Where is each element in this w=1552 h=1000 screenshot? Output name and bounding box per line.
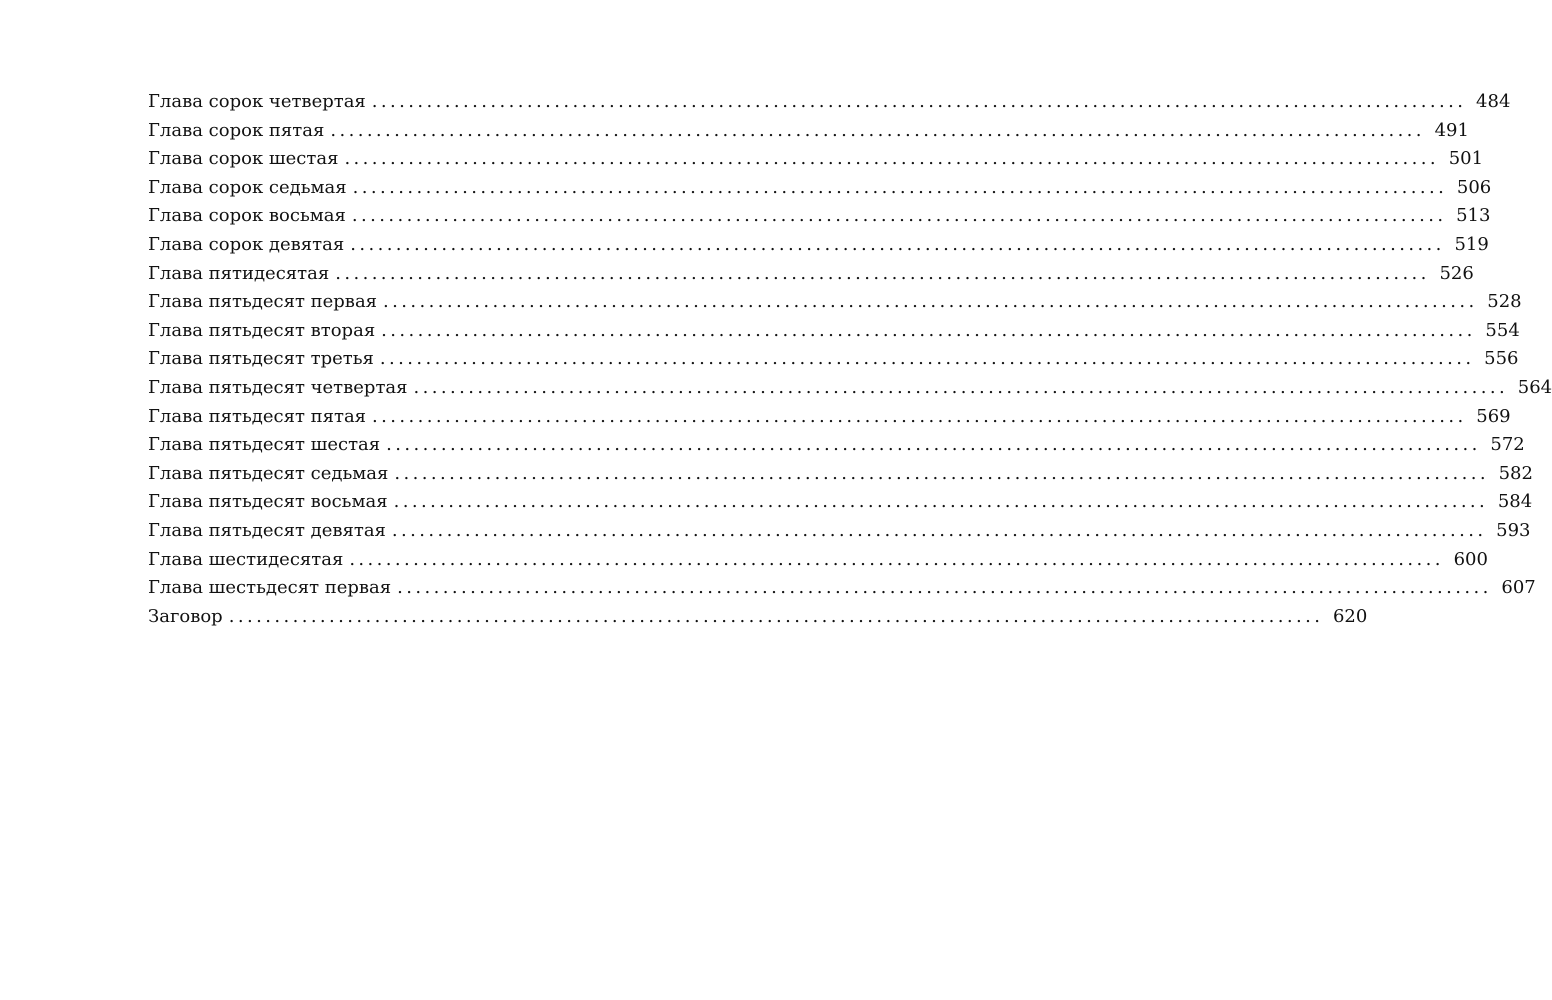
toc-entry[interactable]: [148, 403, 1511, 432]
toc-entry-page: 582: [1498, 462, 1533, 484]
toc-leader-dots: ........................................................................................................................: [394, 462, 1489, 484]
toc-entry-title: Глава пятьдесят третья: [148, 348, 374, 370]
toc-entry[interactable]: [148, 460, 1533, 489]
toc-leader-dots: ........................................................................................................................: [413, 376, 1509, 398]
toc-entry[interactable]: [148, 488, 1533, 517]
toc-entry-page: 607: [1501, 577, 1536, 599]
toc-entry[interactable]: [148, 574, 1536, 603]
toc-leader-dots: ........................................................................................................................: [386, 434, 1481, 456]
toc-entry[interactable]: [148, 317, 1520, 346]
toc-leader-dots: ........................................................................................................................: [381, 319, 1476, 341]
toc-entry-title: Глава сорок восьмая: [148, 205, 346, 227]
toc-leader-dots: ........................................................................................................................: [391, 519, 1487, 541]
table-of-contents: [148, 88, 1552, 631]
toc-entry-page: 564: [1517, 376, 1552, 398]
toc-entry[interactable]: [148, 288, 1522, 317]
toc-entry-title: Глава пятьдесят первая: [148, 291, 378, 313]
toc-entry[interactable]: [148, 231, 1489, 260]
toc-entry-title: Глава сорок четвертая: [148, 91, 366, 112]
toc-entry-page: 572: [1490, 434, 1525, 456]
toc-entry-page: 528: [1487, 291, 1522, 313]
toc-entry-title: Глава шестидесятая: [148, 548, 344, 570]
toc-entry[interactable]: [148, 260, 1474, 289]
toc-entry-page: 554: [1485, 319, 1520, 341]
toc-entry-page: 569: [1476, 405, 1511, 427]
toc-entry-page: 556: [1484, 348, 1519, 370]
toc-entry[interactable]: [148, 431, 1525, 460]
toc-entry[interactable]: [148, 603, 1368, 632]
toc-leader-dots: ........................................................................................................................: [352, 176, 1448, 198]
toc-leader-dots: ........................................................................................................................: [349, 548, 1444, 570]
toc-entry-title: Глава сорок пятая: [148, 119, 325, 141]
toc-entry-page: 593: [1496, 519, 1531, 541]
toc-entry[interactable]: [148, 174, 1492, 203]
toc-leader-dots: ........................................................................................................................: [371, 91, 1467, 112]
toc-entry-title: Глава пятьдесят девятая: [148, 519, 386, 541]
toc-entry[interactable]: [148, 117, 1469, 146]
toc-entry[interactable]: [148, 374, 1552, 403]
toc-entry-title: Глава шестьдесят первая: [148, 577, 392, 599]
toc-leader-dots: ........................................................................................................................: [344, 148, 1440, 170]
toc-entry[interactable]: [148, 517, 1531, 546]
toc-entry[interactable]: [148, 88, 1511, 117]
toc-leader-dots: ........................................................................................................................: [351, 205, 1447, 227]
toc-entry-page: 484: [1476, 91, 1511, 112]
toc-entry-title: Глава пятьдесят шестая: [148, 434, 381, 456]
toc-entry-title: Глава пятьдесят пятая: [148, 405, 367, 427]
toc-leader-dots: ........................................................................................................................: [330, 119, 1425, 141]
toc-entry-title: Глава сорок седьмая: [148, 176, 347, 198]
toc-entry-title: Глава сорок шестая: [148, 148, 339, 170]
toc-entry-title: Глава пятидесятая: [148, 262, 330, 284]
toc-entry-page: 584: [1497, 491, 1533, 513]
toc-entry-page: 513: [1456, 205, 1491, 227]
toc-entry-page: 506: [1456, 176, 1492, 198]
toc-entry-page: 501: [1448, 148, 1484, 170]
toc-leader-dots: ........................................................................................................................: [397, 577, 1492, 599]
toc-entry-title: Глава пятьдесят восьмая: [148, 491, 388, 513]
toc-entry-title: Глава пятьдесят четвертая: [148, 376, 408, 398]
toc-leader-dots: ........................................................................................................................: [379, 348, 1475, 370]
toc-leader-dots: ........................................................................................................................: [372, 405, 1467, 427]
toc-entry-title: Глава пятьдесят седьмая: [148, 462, 389, 484]
toc-entry-title: Глава пятьдесят вторая: [148, 319, 376, 341]
toc-entry[interactable]: [148, 202, 1491, 231]
toc-entry-title: Заговор: [148, 605, 223, 627]
toc-entry-page: 491: [1434, 119, 1469, 141]
toc-leader-dots: ........................................................................................................................: [383, 291, 1478, 313]
toc-entry-page: 526: [1439, 262, 1474, 284]
toc-entry-page: 600: [1453, 548, 1488, 570]
toc-leader-dots: ........................................................................................................................: [350, 233, 1445, 255]
toc-entry-page: 620: [1332, 605, 1368, 627]
toc-leader-dots: ........................................................................................................................: [393, 491, 1489, 513]
toc-entry[interactable]: [148, 145, 1484, 174]
toc-leader-dots: ........................................................................................................................: [335, 262, 1430, 284]
toc-leader-dots: ........................................................................................................................: [228, 605, 1324, 627]
toc-entry[interactable]: [148, 345, 1519, 374]
toc-entry-page: 519: [1454, 233, 1489, 255]
toc-entry-title: Глава сорок девятая: [148, 233, 345, 255]
toc-entry[interactable]: [148, 546, 1488, 575]
